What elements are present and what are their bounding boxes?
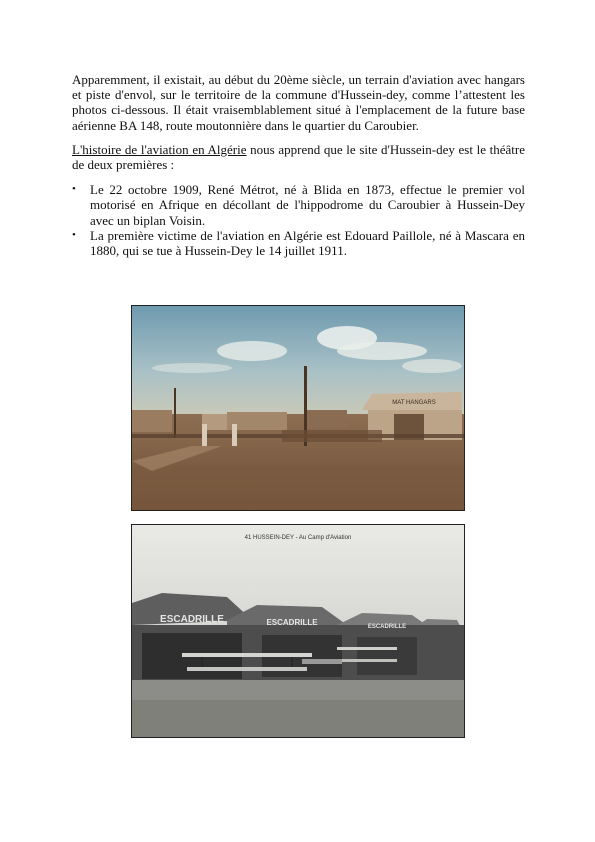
hangar-label: ESCADRILLE bbox=[367, 624, 407, 630]
history-link[interactable]: L'histoire de l'aviation en Algérie bbox=[72, 141, 247, 157]
history-paragraph bbox=[72, 142, 525, 172]
list-item: • Le 22 octobre 1909, René Métrot, né à Blida en 1873, effectue le premier vol motorisé en Afrique en décollant de l'hippodrome du Caroubier à Hussein-Dey avec un biplan Voisin. bbox=[72, 182, 525, 228]
hangar-sign: MAT HANGARS bbox=[392, 400, 436, 406]
airfield-photo bbox=[131, 305, 465, 511]
postcard-caption: 41 HUSSEIN-DEY - Au Camp d'Aviation bbox=[244, 535, 352, 541]
history-paragraph-text: nous apprend que le site d'Hussein-dey est le théâtre de deux premières : bbox=[72, 141, 525, 173]
intro-paragraph: Apparemment, il existait, au début du 20ème siècle, un terrain d'aviation avec hangars et piste d'envol, sur le territoire de la commune d'Hussein-dey, comme l’attestent les photos ci-dessous. Il était vraisemblablement situé à l'emplacement de la future base aérienne BA 148, route moutonnière dans le quartier du Caroubier. bbox=[72, 72, 525, 133]
firsts-list bbox=[72, 182, 525, 258]
hangars-photo bbox=[131, 524, 465, 738]
document-page bbox=[72, 72, 525, 258]
hangar-label: ESCADRILLE bbox=[160, 614, 224, 625]
hangar-label: ESCADRILLE bbox=[266, 618, 318, 627]
list-item: • La première victime de l'aviation en Algérie est Edouard Paillole, né à Mascara en 1880, qui se tue à Hussein-Dey le 14 juillet 1911. bbox=[72, 228, 525, 258]
